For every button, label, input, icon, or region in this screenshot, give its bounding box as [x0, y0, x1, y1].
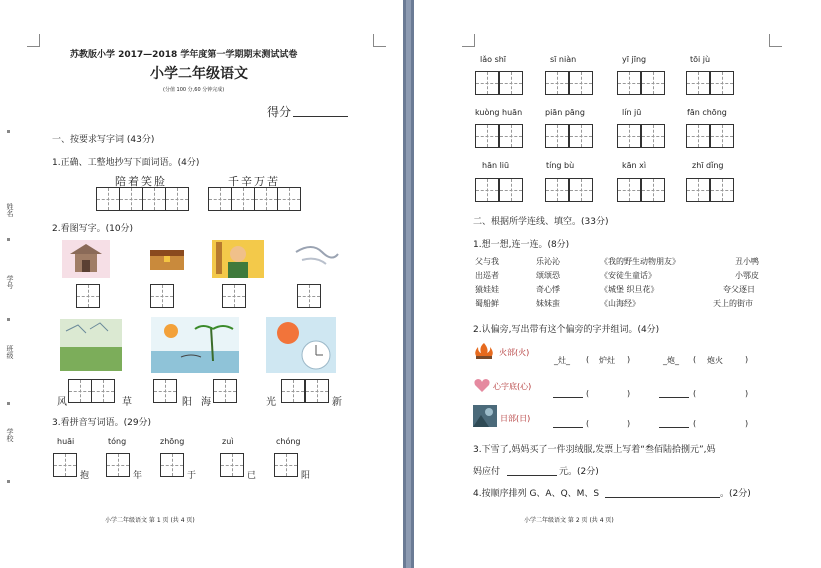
document-page-2 [414, 0, 821, 568]
grassland-picture [60, 319, 122, 371]
exam-title: 苏教版小学 2017—2018 学年度第一学期期末测试试卷 [70, 50, 298, 60]
crop-mark [769, 34, 782, 47]
writing-box[interactable] [475, 178, 499, 202]
radical-word-1: 炉灶 [599, 356, 615, 365]
pinyin-r2-1: kuòng huān [475, 108, 523, 117]
q2-prompt: 2.看图写字。(10分) [52, 224, 134, 234]
writing-box[interactable] [305, 379, 329, 403]
radical-paren-close-5: ) [627, 419, 631, 428]
pinyin-r3-2: tíng bù [546, 161, 575, 170]
writing-box[interactable] [142, 187, 166, 211]
side-label-id: 学号 [6, 275, 14, 289]
radical-icon-3: 日部(日) [500, 414, 531, 423]
match-book-2: 《安徒生童话》 [600, 271, 656, 280]
writing-box[interactable] [106, 453, 130, 477]
writing-box[interactable] [297, 284, 321, 308]
match-left-1: 父与我 [475, 257, 499, 266]
order-blank[interactable] [605, 497, 720, 498]
radical-paren-open-3: ( [586, 389, 590, 398]
radical-icon-1: 火部(火) [499, 348, 530, 357]
writing-box[interactable] [545, 178, 569, 202]
writing-box[interactable] [617, 124, 641, 148]
pinyin-r3-3: kān xì [622, 161, 647, 170]
q3-prompt: 3.看拼音写词语。(29分) [52, 418, 152, 428]
writing-box[interactable] [274, 453, 298, 477]
side-label-class: 班级 [6, 345, 14, 359]
q3-char-1: 抱 [80, 471, 90, 481]
crop-mark [373, 34, 386, 47]
exam-note: (分值 100 分,60 分钟完成) [163, 87, 225, 93]
writing-box[interactable] [231, 187, 255, 211]
q2-char-6: 新 [332, 397, 342, 408]
radical-answer-2: _炮_ [663, 356, 679, 365]
q2-char-5: 光 [266, 397, 276, 408]
radical-icon-2: 心字底(心) [493, 382, 532, 391]
match-right-2: 小鄂皮 [735, 271, 759, 280]
writing-box[interactable] [53, 453, 77, 477]
pinyin-r2-3: lín jū [622, 108, 642, 117]
writing-box[interactable] [213, 379, 237, 403]
radical-paren-close-6: ) [745, 419, 749, 428]
old-man-picture [212, 240, 264, 278]
binding-dot [7, 130, 10, 133]
writing-box[interactable] [617, 178, 641, 202]
radical-paren-close-2: ) [745, 355, 749, 364]
writing-box[interactable] [499, 178, 523, 202]
section-1-heading: 一、按要求写字词 (43分) [52, 135, 155, 145]
q2-char-2: 草 [122, 397, 132, 408]
side-label-name: 姓名 [6, 203, 14, 217]
binding-dot [7, 480, 10, 483]
pinyin-r1-1: lǎo shī [480, 55, 507, 64]
q3-pinyin-2: tóng [108, 437, 127, 446]
match-book-4: 《山海经》 [600, 299, 640, 308]
q3-prompt-p2-line2: 妈应付 [473, 467, 501, 477]
writing-box[interactable] [710, 71, 734, 95]
writing-box[interactable] [545, 71, 569, 95]
match-right-3: 夸父逐日 [723, 285, 755, 294]
q3-pinyin-3: zhōng [160, 437, 185, 446]
q3-pinyin-1: huāi [57, 437, 75, 446]
match-right-4: 天上的街市 [713, 299, 753, 308]
writing-box[interactable] [222, 284, 246, 308]
match-left-3: 猿娃娃 [475, 285, 499, 294]
q3-char-4: 已 [247, 471, 257, 481]
page-gutter [403, 0, 414, 568]
match-left-4: 蜀船鲜 [475, 299, 499, 308]
page-footer-2: 小学二年级语文 第 2 页 (共 4 页) [524, 517, 614, 524]
writing-box[interactable] [76, 284, 100, 308]
section-2-heading: 二、根据所学连线、填空。(33分) [473, 217, 609, 227]
match-right-1: 丑小鸭 [735, 257, 759, 266]
writing-box[interactable] [641, 71, 665, 95]
writing-box[interactable] [254, 187, 278, 211]
sun-clock-picture [266, 317, 336, 373]
match-mid-3: 奇心悸 [536, 285, 560, 294]
q4-score: 。(2分) [720, 489, 751, 499]
binding-dot [7, 318, 10, 321]
radical-answer-1: _灶_ [554, 356, 570, 365]
writing-box[interactable] [220, 453, 244, 477]
writing-box[interactable] [281, 379, 305, 403]
pinyin-r3-4: zhī dǐng [692, 161, 724, 170]
radical-paren-close-3: ) [627, 389, 631, 398]
match-book-1: 《我的野生动物朋友》 [600, 257, 680, 266]
radical-paren-open-5: ( [586, 419, 590, 428]
writing-box[interactable] [499, 124, 523, 148]
writing-box[interactable] [710, 124, 734, 148]
radical-paren-open-6: ( [693, 419, 697, 428]
writing-box[interactable] [68, 379, 92, 403]
writing-box[interactable] [160, 453, 184, 477]
gate-picture [62, 240, 110, 278]
writing-box[interactable] [617, 71, 641, 95]
q3-pinyin-4: zuì [222, 437, 234, 446]
q1-word-2: 千辛万苦 [228, 175, 280, 188]
q2-char-1: 风 [57, 397, 67, 408]
q3-prompt-p2: 3.下雪了,妈妈买了一件羽绒服,发票上写着“叁佰陆拾捌元”,妈 [473, 445, 716, 455]
fire-icon [473, 341, 495, 359]
q3-pinyin-5: chóng [276, 437, 301, 446]
radical-blank[interactable] [659, 397, 689, 398]
crop-mark [462, 34, 475, 47]
q3-unit: 元。(2分) [559, 467, 599, 477]
writing-box[interactable] [277, 187, 301, 211]
binding-dot [7, 238, 10, 241]
radical-blank[interactable] [659, 427, 689, 428]
writing-box[interactable] [96, 187, 120, 211]
writing-box[interactable] [208, 187, 232, 211]
writing-box[interactable] [545, 124, 569, 148]
writing-box[interactable] [475, 124, 499, 148]
q4-prompt-p2: 4.按顺序排列 G、A、Q、M、S [473, 489, 600, 499]
writing-box[interactable] [569, 71, 593, 95]
writing-box[interactable] [641, 124, 665, 148]
document-page-1 [0, 0, 403, 568]
radical-word-2: 炮火 [707, 356, 723, 365]
writing-box[interactable] [91, 379, 115, 403]
match-mid-4: 妹妹蛮 [536, 299, 560, 308]
writing-box[interactable] [119, 187, 143, 211]
match-mid-1: 乐沁沁 [536, 257, 560, 266]
writing-box[interactable] [150, 284, 174, 308]
score-label: 得分 [267, 105, 292, 119]
radical-paren-open-1: ( [586, 355, 590, 364]
crop-mark [27, 34, 40, 47]
writing-box[interactable] [686, 178, 710, 202]
writing-box[interactable] [710, 178, 734, 202]
writing-box[interactable] [686, 71, 710, 95]
writing-box[interactable] [165, 187, 189, 211]
q3-char-3: 于 [187, 471, 197, 481]
writing-box[interactable] [569, 178, 593, 202]
writing-box[interactable] [153, 379, 177, 403]
writing-box[interactable] [569, 124, 593, 148]
radical-paren-open-2: ( [693, 355, 697, 364]
exam-subtitle: 小学二年级语文 [150, 66, 248, 82]
radical-paren-close-1: ) [627, 355, 631, 364]
q1-prompt: 1.正确、工整地抄写下面词语。(4分) [52, 158, 200, 168]
treasure-chest-picture [144, 240, 189, 278]
q1-word-1: 陪着笑脸 [115, 175, 167, 188]
q3-char-2: 年 [133, 471, 143, 481]
pinyin-r2-4: fān chōng [687, 108, 727, 117]
q2-prompt-p2: 2.认偏旁,写出带有这个偏旁的字并组词。(4分) [473, 325, 660, 335]
radical-paren-close-4: ) [745, 389, 749, 398]
writing-box[interactable] [475, 71, 499, 95]
match-left-2: 出巡者 [475, 271, 499, 280]
wind-picture [292, 238, 342, 278]
radical-blank[interactable] [553, 397, 583, 398]
writing-box[interactable] [641, 178, 665, 202]
heart-icon [473, 377, 491, 393]
pinyin-r2-2: piān pāng [545, 108, 585, 117]
landscape-icon [473, 405, 497, 427]
seaside-picture [151, 317, 239, 373]
match-book-3: 《城堡 织旦花》 [600, 285, 659, 294]
q3-char-5: 阳 [301, 471, 311, 481]
match-mid-2: 颂颂恐 [536, 271, 560, 280]
writing-box[interactable] [499, 71, 523, 95]
pinyin-r1-2: sī niàn [550, 55, 577, 64]
binding-dot [7, 402, 10, 405]
amount-blank[interactable] [507, 475, 557, 476]
pinyin-r1-4: tōi jù [690, 55, 711, 64]
q2-char-4: 海 [201, 397, 211, 408]
page-footer-1: 小学二年级语文 第 1 页 (共 4 页) [105, 517, 195, 524]
radical-blank[interactable] [553, 427, 583, 428]
q2-char-3: 阳 [182, 397, 192, 408]
side-label-school: 学校 [6, 428, 14, 442]
writing-box[interactable] [686, 124, 710, 148]
pinyin-r3-1: hān liū [482, 161, 510, 170]
q1-prompt-p2: 1.想一想,连一连。(8分) [473, 240, 570, 250]
pinyin-r1-3: yī jīng [622, 55, 647, 64]
radical-paren-open-4: ( [693, 389, 697, 398]
score-blank[interactable] [293, 116, 348, 117]
